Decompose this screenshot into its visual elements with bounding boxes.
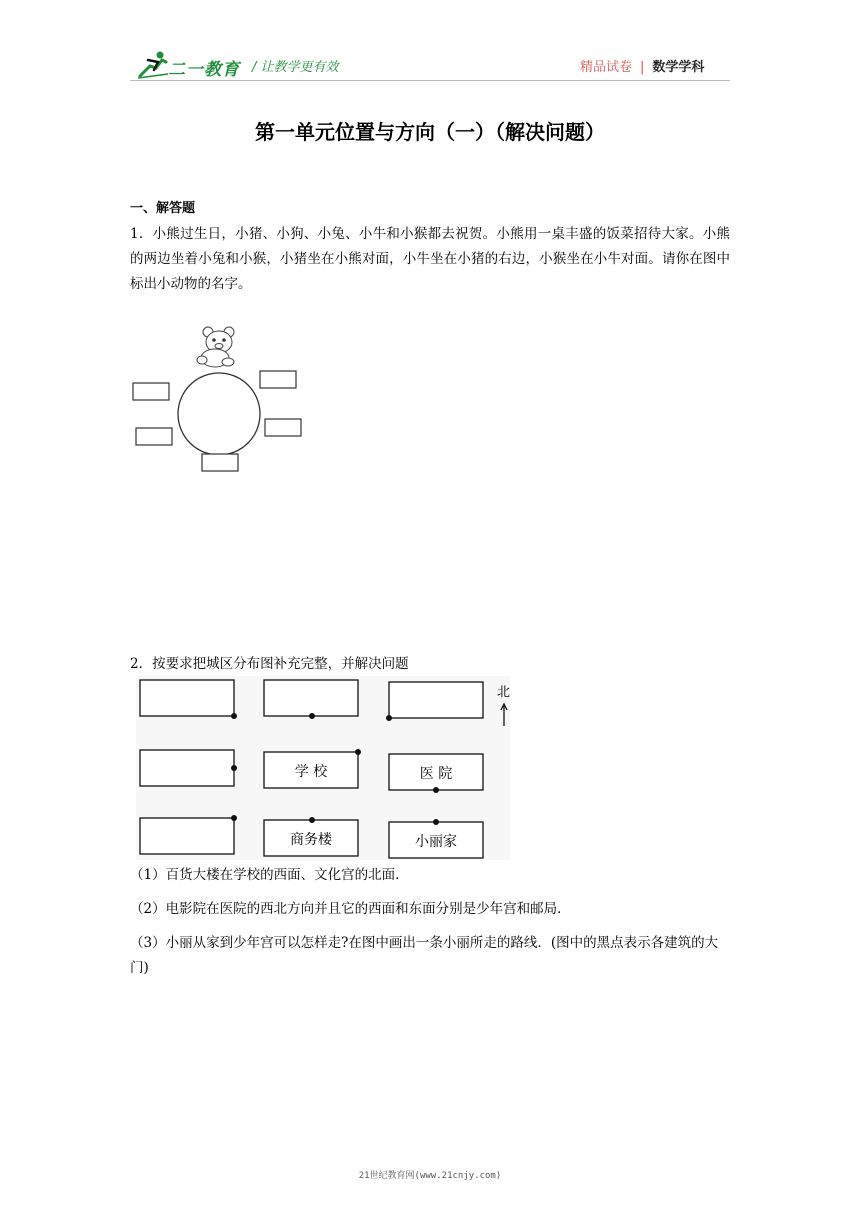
question-2-text: 2．按要求把城区分布图补充完整，并解决问题: [130, 656, 409, 672]
gate-dot: [231, 713, 237, 719]
seat-box-bottom: [202, 454, 238, 471]
question-1-text: 1．小熊过生日，小猪、小狗、小兔、小牛和小猴都去祝贺。小熊用一桌丰盛的饭菜招待大家。小熊的两边坐着小兔和小猴，小猪坐在小熊对面，小牛坐在小猪的右边，小猴坐在小牛对面。请你在图中标出小动物的名字。: [130, 226, 730, 292]
question-2-sub-2: （2）电影院在医院的西北方向并且它的西面和东面分别是少年宫和邮局．: [130, 901, 571, 917]
label-school: 学 校: [294, 764, 328, 780]
gate-dot: [231, 765, 237, 771]
gate-dot: [309, 817, 315, 823]
header-tags: [580, 56, 704, 75]
question-2-sub-3: （3）小丽从家到少年宫可以怎样走?在图中画出一条小丽所走的路线．(图中的黑点表示各建筑的大门): [130, 935, 719, 976]
seat-box-right-top: [260, 371, 296, 388]
map-block-r1c1: [140, 680, 234, 716]
section-label: 一、解答题: [130, 201, 196, 216]
map-block-r1c2: [264, 680, 358, 716]
table-seating-figure: [128, 322, 308, 474]
city-map-figure: [136, 676, 510, 860]
north-label: 北: [497, 685, 510, 700]
north-arrow-icon: [501, 704, 507, 726]
question-2-sub-1: （1）百货大楼在学校的西面、文化宫的北面．: [130, 867, 409, 883]
slogan: / 让教学更有效: [252, 60, 339, 75]
seat-box-right-bottom: [265, 419, 301, 436]
label-business: 商务楼: [290, 832, 332, 848]
page-title: 第一单元位置与方向（一）（解决问题）: [255, 120, 605, 144]
bear-icon: [197, 327, 234, 367]
label-home: 小丽家: [415, 834, 457, 850]
map-block-r1c3: [389, 682, 483, 718]
gate-dot: [309, 713, 315, 719]
logo-text: 二一教育: [168, 60, 240, 80]
gate-dot: [355, 749, 361, 755]
footer-source: 21世纪教育网(www.21cnjy.com): [358, 1171, 502, 1181]
header-separator: |: [640, 60, 645, 75]
seat-box-left-bottom: [136, 428, 172, 445]
tag-subject: 数学学科: [652, 60, 705, 75]
map-block-r3c1: [140, 818, 234, 854]
seat-box-left-top: [133, 383, 169, 400]
round-table: [178, 373, 260, 455]
map-block-r2c1: [140, 750, 234, 786]
gate-dot: [231, 815, 237, 821]
tag-quality: 精品试卷: [580, 60, 633, 75]
gate-dot: [386, 715, 392, 721]
gate-dot: [433, 787, 439, 793]
gate-dot: [433, 819, 439, 825]
header-divider: [130, 80, 730, 81]
label-hospital: 医 院: [419, 766, 453, 782]
